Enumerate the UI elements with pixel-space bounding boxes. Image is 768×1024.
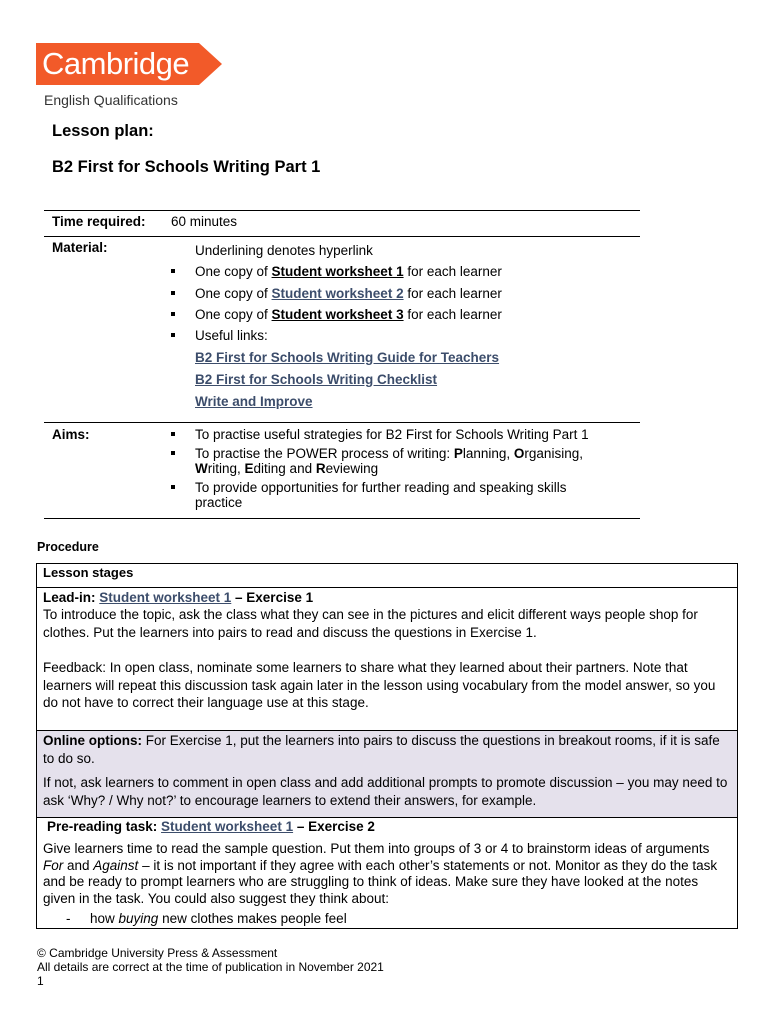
table-rule bbox=[36, 587, 738, 588]
procedure-heading: Procedure bbox=[37, 540, 99, 554]
sub-em: buying bbox=[118, 911, 159, 926]
material-text: One copy of bbox=[195, 307, 272, 322]
table-rule bbox=[44, 236, 640, 237]
table-rule bbox=[44, 518, 640, 519]
leadin-paragraph: To introduce the topic, ask the class what they can see in the pictures and elicit different ways people shop for clothes. Put the learners into pairs to read and discuss the questions in Exercise 1. bbox=[43, 607, 698, 640]
pre-reading-label: Pre-reading task: bbox=[47, 819, 162, 834]
bullet-icon bbox=[171, 485, 175, 489]
pre-text: Give learners time to read the sample question. Put them into groups of 3 or 4 to brainstorm ideas of arguments bbox=[43, 841, 710, 856]
pre-reading-paragraph bbox=[43, 841, 733, 907]
sub-text: new clothes makes people feel bbox=[158, 911, 347, 926]
table-rule bbox=[44, 210, 640, 211]
worksheet-1-link[interactable]: Student worksheet 1 bbox=[271, 264, 404, 279]
bullet-icon bbox=[171, 333, 175, 337]
aim-text: diting and bbox=[253, 461, 316, 476]
online-options-paragraph bbox=[43, 732, 733, 767]
aim-letter: W bbox=[195, 461, 208, 476]
lesson-stages-heading: Lesson stages bbox=[43, 565, 134, 580]
aim-text: eviewing bbox=[325, 461, 379, 476]
worksheet-3-link[interactable]: Student worksheet 3 bbox=[271, 307, 404, 322]
pre-reading-worksheet-link[interactable]: Student worksheet 1 bbox=[161, 819, 294, 834]
material-text: One copy of bbox=[195, 264, 272, 279]
aim-letter: R bbox=[315, 461, 326, 476]
aim-item: To practise useful strategies for B2 First for Schools Writing Part 1 bbox=[195, 427, 589, 442]
aim-text: lanning, bbox=[462, 446, 514, 461]
time-value: 60 minutes bbox=[171, 214, 238, 229]
aim-item-cont bbox=[195, 461, 378, 477]
pre-em: For bbox=[43, 857, 64, 873]
material-item bbox=[195, 286, 502, 302]
aim-letter: O bbox=[513, 446, 525, 461]
brand-name: Cambridge bbox=[42, 46, 190, 81]
material-text: One copy of bbox=[195, 286, 272, 301]
leadin-worksheet-link[interactable]: Student worksheet 1 bbox=[99, 590, 232, 605]
page-title: B2 First for Schools Writing Part 1 bbox=[52, 158, 321, 176]
leadin-label: Lead-in: bbox=[43, 590, 100, 605]
pre-text: and bbox=[63, 857, 94, 873]
aim-letter: E bbox=[244, 461, 254, 476]
write-and-improve-link[interactable]: Write and Improve bbox=[195, 394, 313, 409]
table-rule bbox=[36, 730, 738, 731]
pre-reading-heading bbox=[47, 818, 737, 836]
worksheet-2-link[interactable]: Student worksheet 2 bbox=[271, 286, 404, 301]
writing-guide-link[interactable]: B2 First for Schools Writing Guide for Teachers bbox=[195, 350, 500, 365]
aims-label: Aims: bbox=[52, 427, 90, 442]
brand-subtitle: English Qualifications bbox=[44, 92, 178, 108]
feedback-paragraph: Feedback: In open class, nominate some learners to share what they learned about their partners. Note that learners will repeat this discussion task again later in the lesson using vocabulary from the model answer, so you do not have to correct their language use at this stage. bbox=[43, 660, 716, 710]
aim-item-cont: practice bbox=[195, 495, 243, 510]
online-options-paragraph-2: If not, ask learners to comment in open class and add additional prompts to promote discussion – you may need to ask ‘Why? / Why not?’ to encourage learners to extend their answers, for example. bbox=[43, 775, 728, 808]
useful-links-label: Useful links: bbox=[195, 328, 268, 343]
material-label: Material: bbox=[52, 240, 108, 255]
bullet-icon bbox=[171, 312, 175, 316]
bullet-icon bbox=[171, 269, 175, 273]
aim-item: To provide opportunities for further reading and speaking skills bbox=[195, 480, 567, 495]
writing-checklist-link[interactable]: B2 First for Schools Writing Checklist bbox=[195, 372, 438, 387]
sub-text: how bbox=[90, 911, 119, 926]
material-text: for each learner bbox=[403, 307, 502, 322]
lesson-plan-label: Lesson plan: bbox=[52, 122, 154, 140]
online-label: Online options: bbox=[43, 733, 142, 748]
material-text: for each learner bbox=[403, 264, 502, 279]
material-note: Underlining denotes hyperlink bbox=[195, 243, 373, 258]
sub-item bbox=[90, 911, 347, 927]
material-item bbox=[195, 307, 502, 323]
copyright: © Cambridge University Press & Assessment bbox=[37, 946, 278, 960]
table-rule bbox=[44, 422, 640, 423]
aim-letter: P bbox=[453, 446, 463, 461]
aim-text: To practise the POWER process of writing: bbox=[195, 446, 454, 461]
time-label: Time required: bbox=[52, 214, 146, 229]
material-text: for each learner bbox=[403, 286, 502, 301]
pre-reading-exercise: – Exercise 2 bbox=[293, 819, 375, 834]
bullet-icon bbox=[171, 291, 175, 295]
leadin-heading bbox=[43, 589, 733, 607]
material-item bbox=[195, 264, 502, 280]
publication-details: All details are correct at the time of publication in November 2021 bbox=[37, 960, 384, 974]
online-text: For Exercise 1, put the learners into pairs to discuss the questions in breakout rooms, if it is safe to do so. bbox=[43, 733, 720, 766]
bullet-icon bbox=[171, 432, 175, 436]
pre-text: – it is not important if they agree with each other’s statements or not. Monitor as they do the task and be ready to prompt learners who are struggling to think of ideas. Make sure they have looked at the notes given in the task. You could also suggest they think about: bbox=[43, 857, 718, 906]
pre-em: Against bbox=[93, 857, 139, 873]
aim-text: riting, bbox=[207, 461, 245, 476]
leadin-exercise: – Exercise 1 bbox=[231, 590, 314, 605]
aim-item bbox=[195, 446, 583, 462]
page-number: 1 bbox=[37, 974, 44, 988]
bullet-icon bbox=[171, 451, 175, 455]
aim-text: rganising, bbox=[524, 446, 583, 461]
dash-bullet: - bbox=[66, 911, 71, 926]
